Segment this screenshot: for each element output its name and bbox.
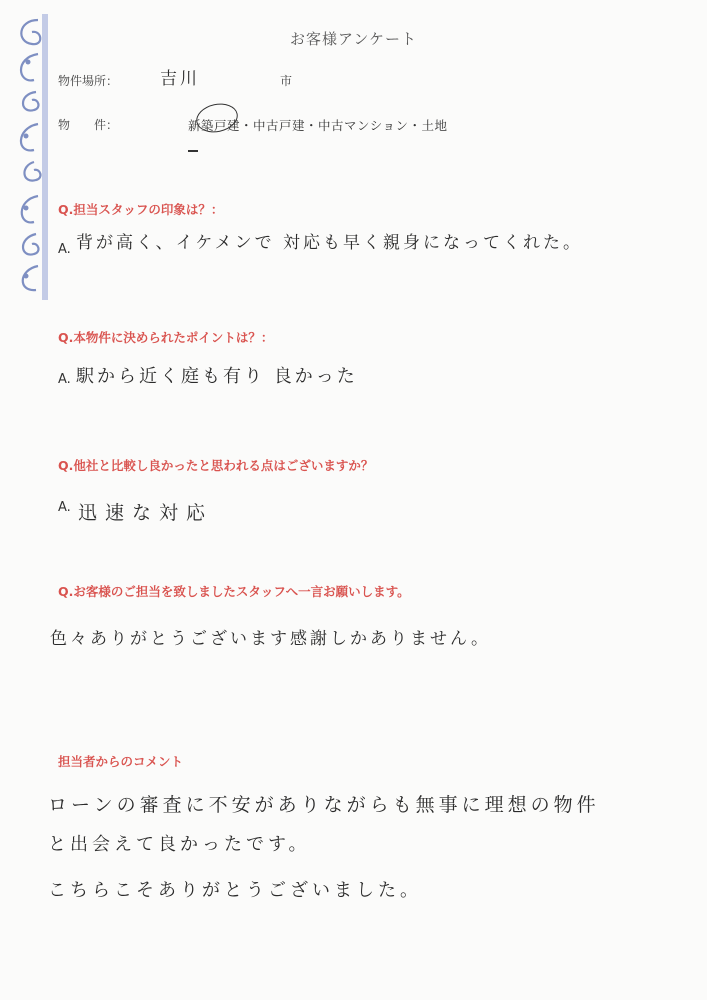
answer-2-handwritten: 駅から近く庭も有り 良かった [76, 366, 358, 387]
question-1: Q.担当スタッフの印象は？： [58, 202, 224, 217]
staff-comment-line-1: ローンの審査に不安がありながらも無事に理想の物件 [48, 794, 600, 816]
answer-4-handwritten: 色々ありがとうございます感謝しかありません。 [50, 629, 492, 649]
property-location-label: 物件場所： [58, 74, 119, 88]
property-city-handwritten: 吉川 [160, 69, 200, 89]
page-title: お客様アンケート [289, 30, 418, 48]
property-city-suffix: 市 [280, 74, 293, 88]
answer-3-mark: A. [58, 500, 71, 515]
question-3: Q.他社と比較し良かったと思われる点はございますか？ [58, 458, 374, 473]
answer-3-handwritten: 迅速な対応 [78, 502, 214, 524]
answer-2-mark: A. [58, 372, 71, 387]
staff-comment-heading: 担当者からのコメント [58, 754, 184, 769]
answer-1-mark: A. [58, 242, 71, 257]
answer-1-handwritten: 背が高く、イケメンで 対応も早く親身になってくれた。 [76, 233, 584, 253]
property-type-options: 新築戸建・中古戸建・中古マンション・土地 [188, 118, 448, 133]
decorative-border-ornament [8, 14, 52, 300]
staff-comment-line-3: こちらこそありがとうございました。 [48, 880, 422, 901]
question-4: Q.お客様のご担当を致しましたスタッフへ一言お願いします。 [58, 584, 410, 599]
property-type-label: 物 件： [58, 118, 119, 132]
handwritten-dash [188, 150, 198, 152]
question-2: Q.本物件に決められたポイントは？： [58, 330, 274, 345]
staff-comment-line-2: と出会えて良かったです。 [48, 834, 311, 855]
